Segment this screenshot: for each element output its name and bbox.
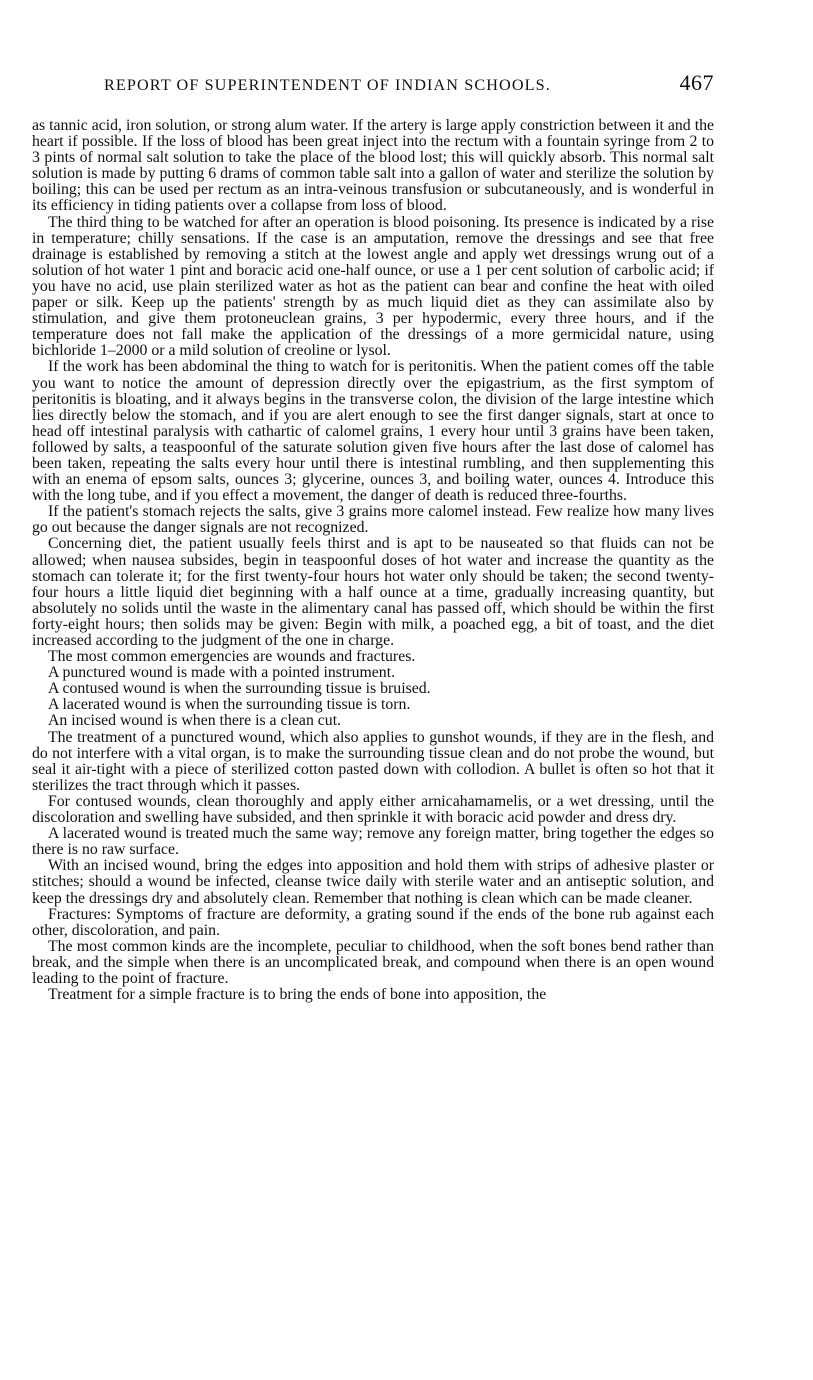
paragraph-contused-wound-definition: A contused wound is when the surrounding tissue is bruised. bbox=[48, 680, 431, 698]
paragraph-incised-wound-definition: An incised wound is when there is a clean cut. bbox=[48, 712, 342, 730]
paragraph-fracture-treatment: Treatment for a simple fracture is to bring the ends of bone into apposition, the bbox=[48, 986, 547, 1004]
paragraph-blood-poisoning: The third thing to be watched for after an operation is blood poisoning. Its presence is indicated by a rise in temperature; chilly sensations. If the case is an amputation, remove the dressings and see that free drainage is established by removing a stitch at the lowest angle and apply wet dressings wrung out of a solution of hot water 1 pint and boracic acid one-half ounce, or use a 1 per cent solution of carbolic acid; if you have no acid, use plain sterilized water as hot as the patient can bear and confine the heat with oiled paper or silk. Keep up the patients' strength by as much liquid diet as they can assimilate also by stimulation, and give them protoneuclean grains, 3 per hypodermic, every three hours, and if the temperature does not fall make the application of the dressings of a more germicidal nature, using bichloride 1–2000 or a mild solution of creoline or lysol. bbox=[32, 213, 714, 360]
paragraph-punctured-wound-treatment: The treatment of a punctured wound, which also applies to gunshot wounds, if they are in the flesh, and do not interfere with a vital organ, is to make the surrounding tissue clean and do not probe the wound, but seal it air-tight with a piece of sterilized cotton pasted down with collodion. A bullet is often so hot that it sterilizes the tract through which it passes. bbox=[32, 728, 714, 794]
paragraph-fracture-symptoms: Fractures: Symptoms of fracture are deformity, a grating sound if the ends of the bone rub against each other, discoloration, and pain. bbox=[32, 905, 714, 939]
paragraph-common-emergencies: The most common emergencies are wounds and fractures. bbox=[48, 648, 416, 666]
paragraph-lacerated-wound-definition: A lacerated wound is when the surrounding tissue is torn. bbox=[48, 696, 411, 714]
paragraph-hemorrhage-continuation: as tannic acid, iron solution, or strong alum water. If the artery is large apply constriction between it and the heart if possible. If the loss of blood has been great inject into the rectum with a fountain syringe from 2 to 3 pints of normal salt solution to take the place of the blood lost; this will quickly absorb. This normal salt solution is made by putting 6 drams of common table salt into a gallon of water and sterilize the solution by boiling; this can be used per rectum as an intra-veinous transfusion or subcutaneously, and is wonderful in its efficiency in tiding patients over a collapse from loss of blood. bbox=[32, 117, 714, 215]
paragraph-incised-wound-treatment: With an incised wound, bring the edges into apposition and hold them with strips of adhesive plaster or stitches; should a wound be infected, cleanse twice daily with sterile water and an antiseptic solution, and keep the dressings dry and absolutely clean. Remember that nothing is clean which can be made cleaner. bbox=[32, 857, 714, 907]
paragraph-diet: Concerning diet, the patient usually feels thirst and is apt to be nauseated so that fluids can not be allowed; when nausea subsides, begin in teaspoonful doses of hot water and increase the quantity as the stomach can tolerate it; for the first twenty-four hours hot water only should be taken; the second twenty-four hours a little liquid diet beginning with a half ounce at a time, gradually increasing quantity, but absolutely no solids until the waste in the alimentary canal has passed off, which should be within the first forty-eight hours; then solids may be given: Begin with milk, a poached egg, a bit of toast, and the diet increased according to the judgment of the one in charge. bbox=[32, 535, 714, 649]
paragraph-stomach-rejects-salts: If the patient's stomach rejects the salts, give 3 grains more calomel instead. Few realize how many lives go out because the danger signals are not recognized. bbox=[32, 503, 714, 537]
paragraph-lacerated-wound-treatment: A lacerated wound is treated much the same way; remove any foreign matter, bring together the edges so there is no raw surface. bbox=[32, 825, 714, 859]
page-number: 467 bbox=[679, 70, 714, 95]
body-text bbox=[32, 118, 714, 1003]
paragraph-contused-wound-treatment: For contused wounds, clean thoroughly and apply either arnicahamamelis, or a wet dressing, until the discoloration and swelling have subsided, and then sprinkle it with boracic acid powder and dress dry. bbox=[32, 792, 714, 827]
running-title: REPORT OF SUPERINTENDENT OF INDIAN SCHOOLS. bbox=[104, 76, 551, 94]
paragraph-punctured-wound-definition: A punctured wound is made with a pointed instrument. bbox=[48, 664, 396, 682]
paragraph-fracture-kinds: The most common kinds are the incomplete, peculiar to childhood, when the soft bones bend rather than break, and the simple when there is an uncomplicated break, and compound when there is an open wound leading to the point of fracture. bbox=[32, 937, 714, 987]
page-header bbox=[104, 70, 714, 100]
paragraph-peritonitis: If the work has been abdominal the thing to watch for is peritonitis. When the patient comes off the table you want to notice the amount of depression directly over the epigastrium, as the first symptom of peritonitis is bloating, and it always begins in the transverse colon, the division of the large intestine which lies directly below the stomach, and if you are alert enough to see the first danger signals, start at once to head off intestinal paralysis with cathartic of calomel grains, 1 every hour until 3 grains have been taken, followed by salts, a teaspoonful of the saturate solution given five hours after the last dose of calomel has been taken, repeating the salts every hour until there is intestinal rumbling, and then supplementing this with an enema of epsom salts, ounces 3; glycerine, ounces 3, and boiling water, ounces 4. Introduce this with the long tube, and if you effect a movement, the danger of death is reduced three-fourths. bbox=[32, 358, 714, 505]
